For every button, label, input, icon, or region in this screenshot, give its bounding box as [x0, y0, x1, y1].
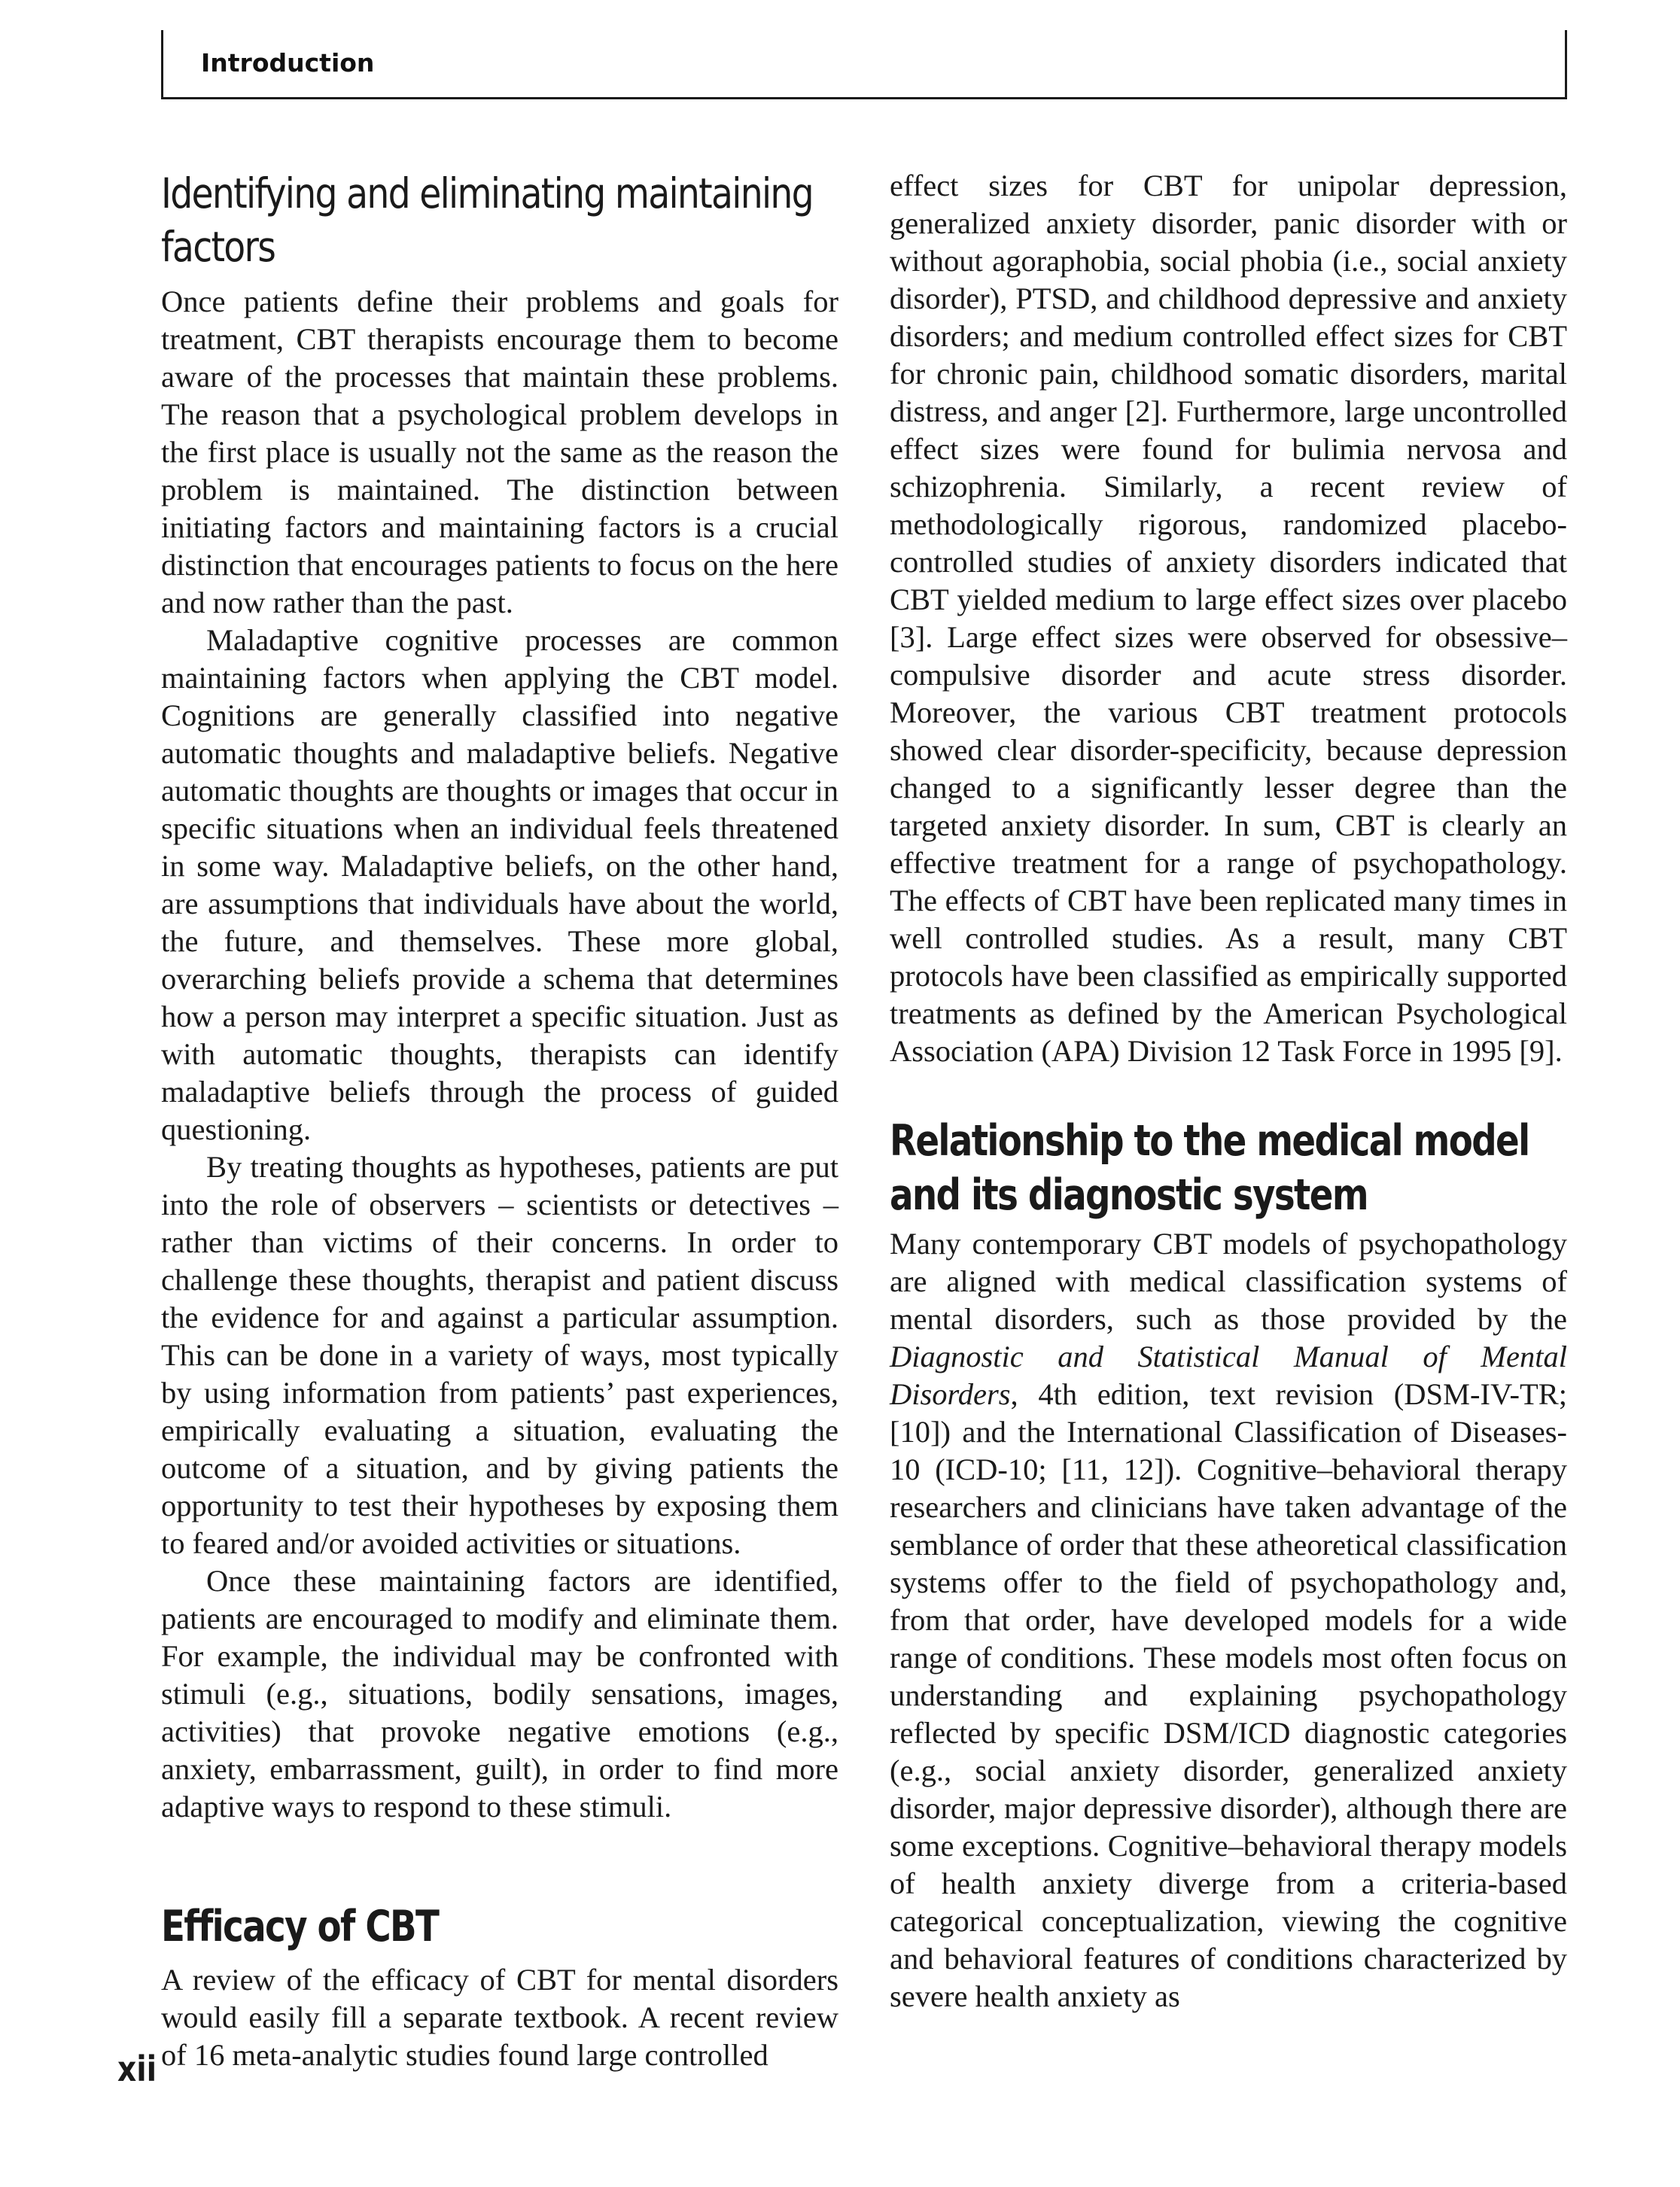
paragraph: A review of the efficacy of CBT for mental disorders would easily fill a separate textbook. A recent review of 16 meta-analytic studies found large controlled	[161, 1963, 838, 2072]
left-column	[161, 167, 838, 2074]
running-head	[161, 30, 1567, 99]
page-number: xii	[117, 2049, 157, 2089]
text-run: , 4th edition, text revision (DSM-IV-TR; [10]) and the International Classification of Diseases-10 (ICD-10; [11, 12]). Cognitive–behavioral therapy researchers and clinicians have taken advantage of the semblance of order that these atheoretical classification systems offer to the field of psychopathology and, from that order, have developed models for a wide range of conditions. These models most often focus on understanding and explaining psychopathology reflected by specific DSM/ICD diagnostic categories (e.g., social anxiety disorder, generalized anxiety disorder, major depressive disorder), although there are some exceptions. Cognitive–behavioral therapy models of health anxiety diverge from a criteria-based categorical conceptualization, viewing the cognitive and behavioral features of conditions characterized by severe health anxiety as	[890, 1377, 1567, 2013]
dsm-title-italic: Diagnostic and Statistical Manual of Mental Disorders	[890, 1340, 1567, 1411]
text-run: Many contemporary CBT models of psychopathology are aligned with medical classification systems of mental disorders, such as those provided by the	[890, 1227, 1567, 1336]
paragraph: Maladaptive cognitive processes are common maintaining factors when applying the CBT model. Cognitions are generally classified into negative automatic thoughts and maladaptive beliefs. Negative automatic thoughts are thoughts or images that occur in specific situations when an individual feels threatened in some way. Maladaptive beliefs, on the other hand, are assumptions that individuals have about the world, the future, and themselves. These more global, overarching beliefs provide a schema that determines how a person may interpret a specific situation. Just as with automatic thoughts, therapists can identify maladaptive beliefs through the process of guided questioning.	[161, 623, 838, 1146]
paragraph: By treating thoughts as hypotheses, patients are put into the role of observers – scientists or detectives – rather than victims of their concerns. In order to challenge these thoughts, therapist and patient discuss the evidence for and against a particular assumption. This can be done in a variety of ways, most typically by using information from patients’ past experiences, empirically evaluating a situation, evaluating the outcome of a situation, and by giving patients the opportunity to test their hypotheses by exposing them to feared and/or avoided activities or situations.	[161, 1150, 838, 1560]
section-heading-efficacy: Efficacy of CBT	[161, 1902, 439, 1951]
right-column	[890, 167, 1567, 2015]
paragraph: effect sizes for CBT for unipolar depression, generalized anxiety disorder, panic disorder with or without agoraphobia, social phobia (i.e., social anxiety disorder), PTSD, and childhood depressive and anxiety disorders; and medium controlled effect sizes for CBT for chronic pain, childhood somatic disorders, marital distress, and anger [2]. Furthermore, large uncontrolled effect sizes were found for bulimia nervosa and schizophrenia. Similarly, a recent review of methodologically rigorous, randomized placebo-controlled studies of anxiety disorders indicated that CBT yielded medium to large effect sizes over placebo [3]. Large effect sizes were observed for obsessive–compulsive disorder and acute stress disorder. Moreover, the various CBT treatment protocols showed clear disorder-specificity, because depression changed to a significantly lesser degree than the targeted anxiety disorder. In sum, CBT is clearly an effective treatment for a range of psychopathology. The effects of CBT have been replicated many times in well controlled studies. As a result, many CBT protocols have been classified as empirically supported treatments as defined by the American Psychological Association (APA) Division 12 Task Force in 1995 [9].	[890, 169, 1567, 1068]
paragraph: Once these maintaining factors are identified, patients are encouraged to modify and eliminate them. For example, the individual may be confronted with stimuli (e.g., situations, bodily sensations, images, activities) that provoke negative emotions (e.g., anxiety, embarrassment, guilt), in order to find more adaptive ways to respond to these stimuli.	[161, 1564, 838, 1824]
running-head-title: Introduction	[201, 48, 375, 78]
section-heading-medical-model: Relationship to the medical model and its diagnostic system	[890, 1116, 1529, 1220]
paragraph	[890, 1225, 1567, 2015]
section-heading-maintaining-factors: Identifying and eliminating maintaining factors	[161, 169, 813, 271]
paragraph: Once patients define their problems and goals for treatment, CBT therapists encourage them to become aware of the processes that maintain these problems. The reason that a psychological problem develops in the first place is usually not the same as the reason the problem is maintained. The distinction between initiating factors and maintaining factors is a crucial distinction that encourages patients to focus on the here and now rather than the past.	[161, 284, 838, 619]
